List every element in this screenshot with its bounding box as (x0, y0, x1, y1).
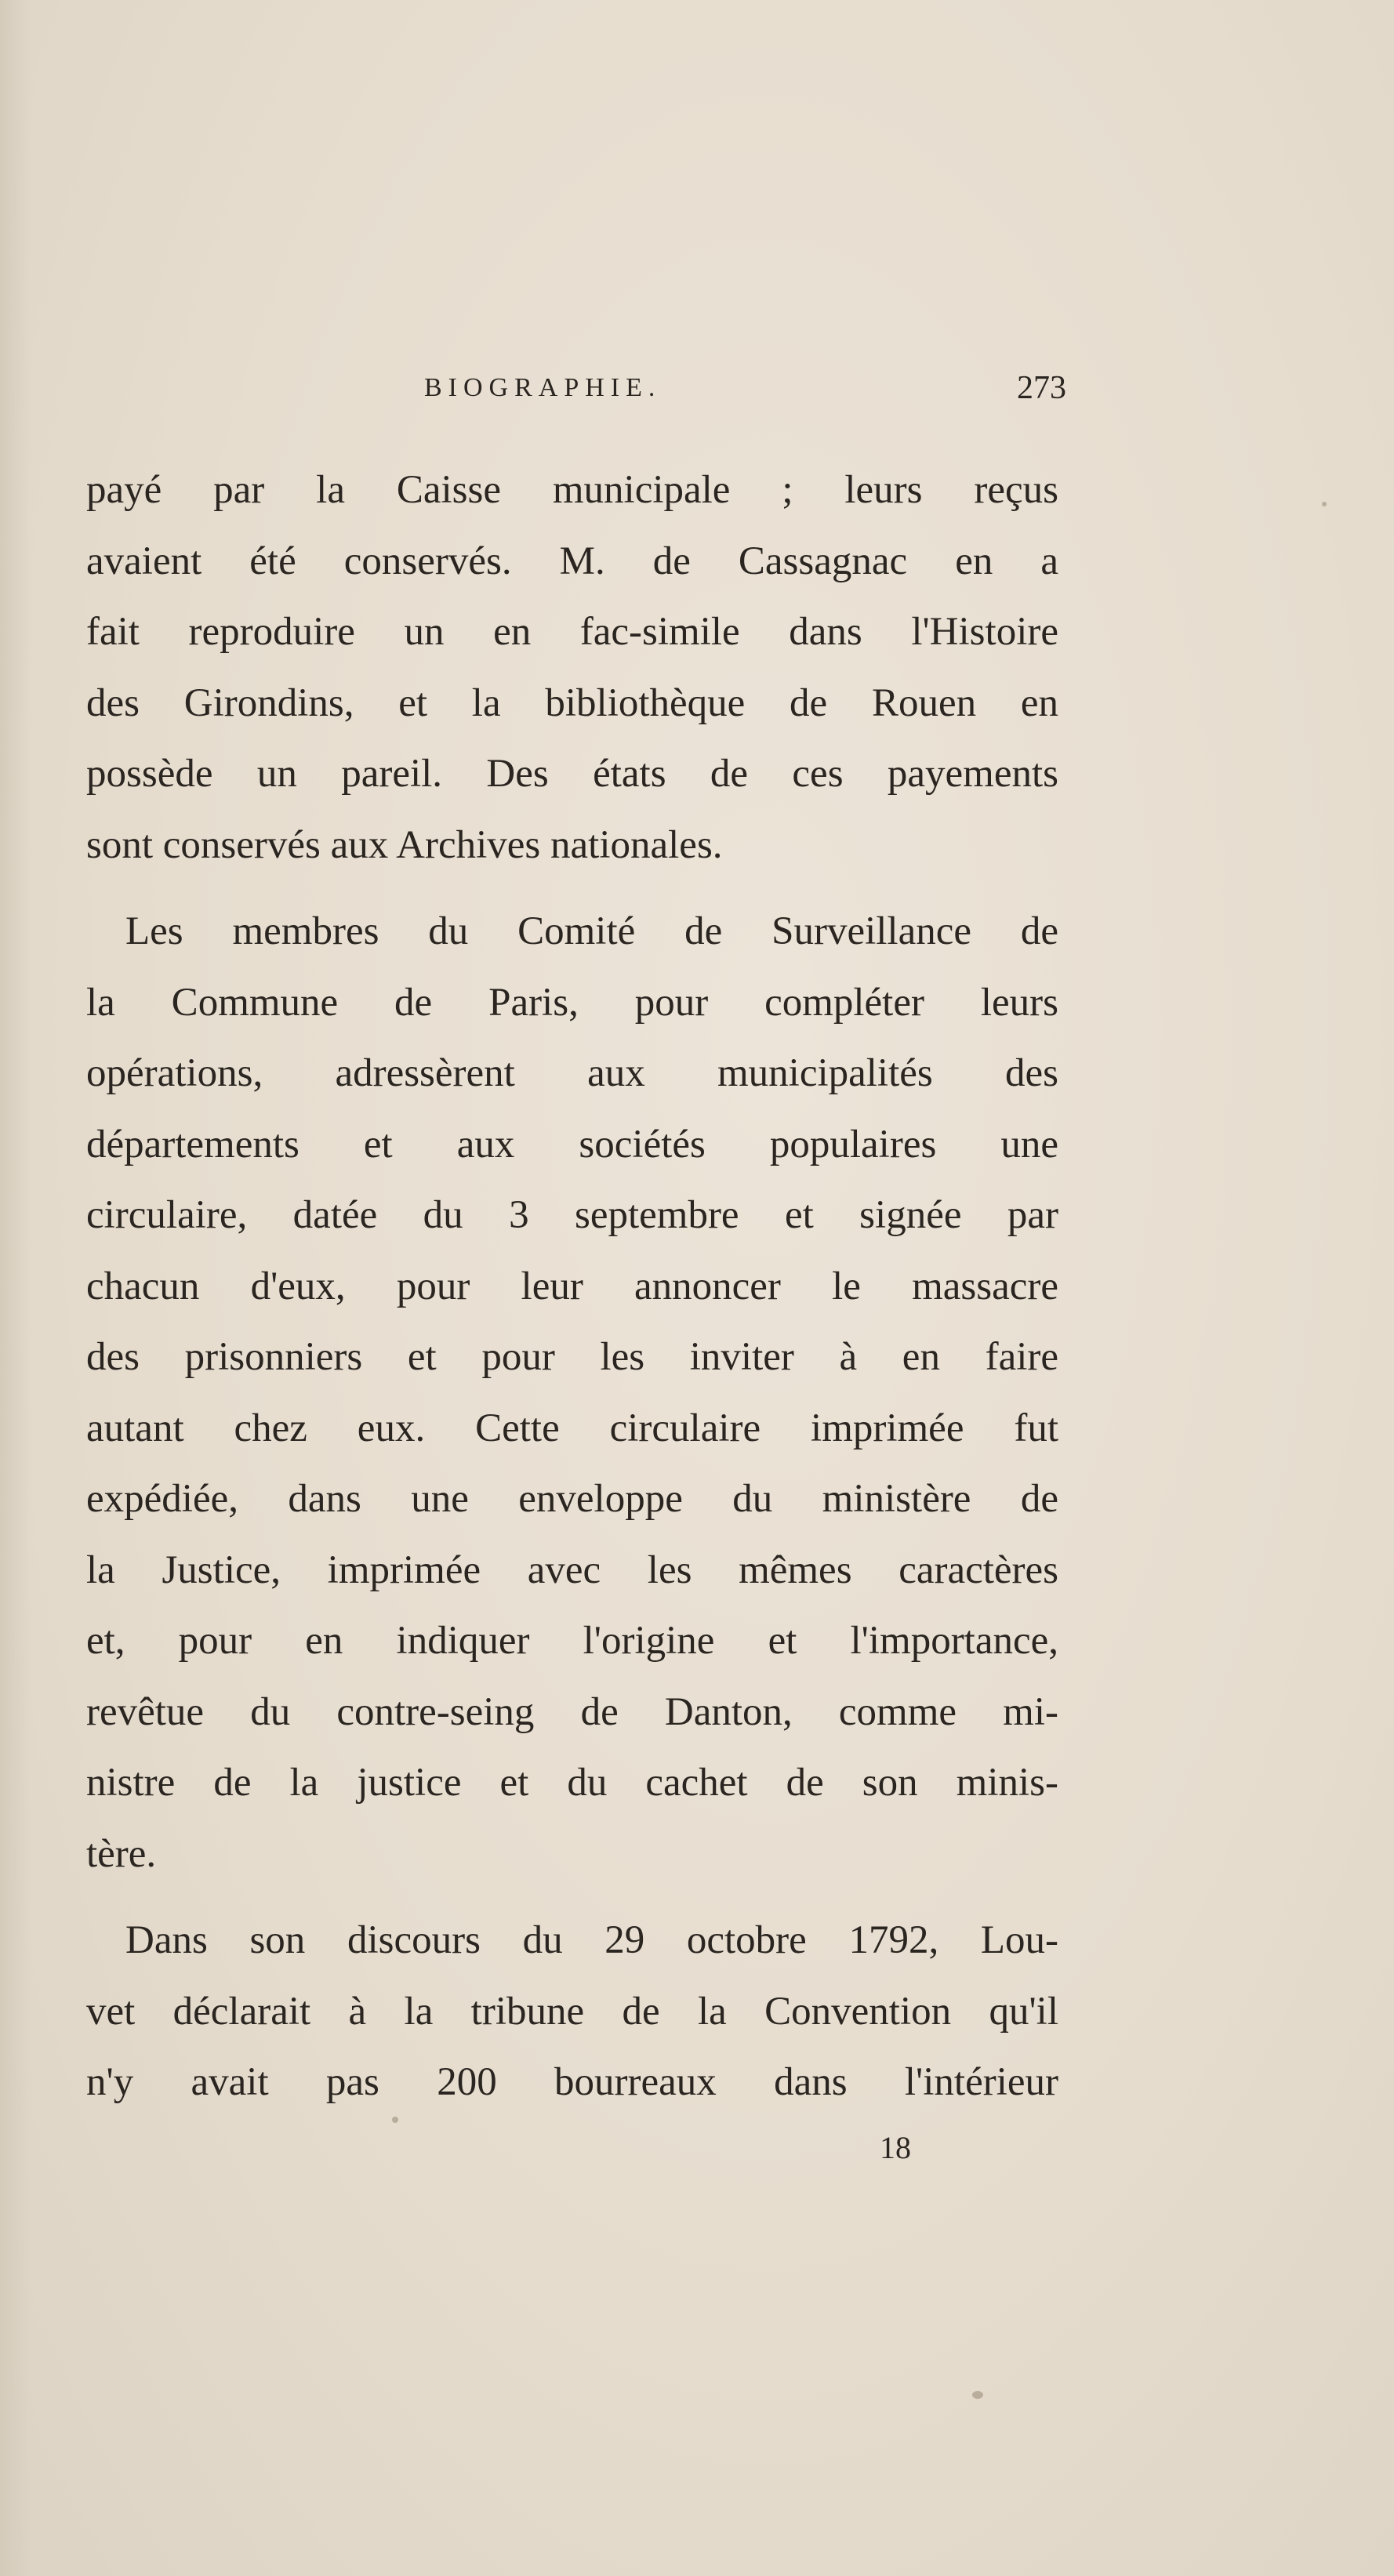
paper-speck (392, 2117, 398, 2123)
body-text (86, 455, 1058, 2118)
text-line: opérations, adressèrent aux municipalités des (86, 1051, 1058, 1095)
text-line: sont conservés aux Archives nationales. (86, 822, 723, 867)
paragraph (86, 1905, 1058, 2118)
text-line: revêtue du contre-seing de Danton, comme mi- (86, 1689, 1058, 1734)
text-line: tère. (86, 1831, 157, 1876)
paper-speck (1322, 502, 1327, 506)
text-line: Les membres du Comité de Surveillance de (125, 909, 1058, 953)
text-line: la Justice, imprimée avec les mêmes caractères (86, 1547, 1058, 1592)
text-line: nistre de la justice et du cachet de son minis- (86, 1761, 1058, 1805)
text-line: circulaire, datée du 3 septembre et signée par (86, 1193, 1058, 1237)
text-line: autant chez eux. Cette circulaire imprimée fut (86, 1406, 1058, 1450)
running-head (90, 365, 1066, 412)
text-line: payé par la Caisse municipale ; leurs reçus (86, 468, 1058, 512)
text-line: des prisonniers et pour les inviter à en faire (86, 1335, 1058, 1379)
text-line: Dans son discours du 29 octobre 1792, Lou- (125, 1918, 1058, 1962)
text-line: chacun d'eux, pour leur annoncer le massacre (86, 1264, 1058, 1308)
text-line: et, pour en indiquer l'origine et l'importance, (86, 1619, 1058, 1663)
text-line: expédiée, dans une enveloppe du ministère de (86, 1477, 1058, 1521)
text-line: possède un pareil. Des états de ces payements (86, 752, 1058, 796)
text-line: départements et aux sociétés populaires une (86, 1122, 1058, 1166)
text-line: fait reproduire un en fac-simile dans l'Histoire (86, 610, 1058, 654)
paper-speck (972, 2391, 983, 2399)
text-line: la Commune de Paris, pour compléter leurs (86, 980, 1058, 1025)
text-line: vet déclarait à la tribune de la Convention qu'il (86, 1989, 1058, 2034)
text-line: n'y avait pas 200 bourreaux dans l'intérieur (86, 2060, 1058, 2104)
page-edge-shadow (0, 0, 31, 2576)
text-line: des Girondins, et la bibliothèque de Rouen en (86, 680, 1058, 725)
text-line: avaient été conservés. M. de Cassagnac en a (86, 539, 1058, 583)
page-number: 273 (1017, 370, 1066, 406)
signature-mark: 18 (880, 2130, 911, 2165)
paragraph (86, 896, 1058, 1889)
paragraph (86, 455, 1058, 880)
running-head-title: BIOGRAPHIE. (424, 373, 662, 402)
